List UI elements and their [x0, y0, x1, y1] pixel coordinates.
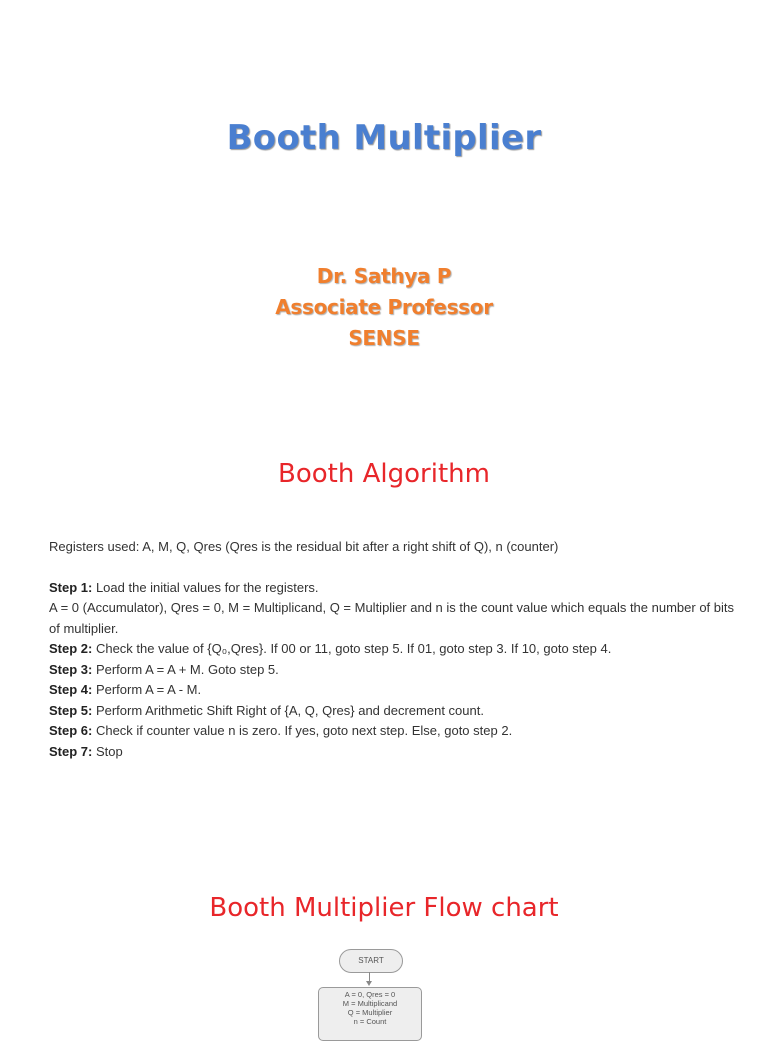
- author-name: Dr. Sathya P: [316, 264, 452, 288]
- step-label: Step 4:: [49, 682, 93, 697]
- step-label: Step 1:: [49, 579, 93, 595]
- step-text: Load the initial values for the registers.: [92, 579, 319, 595]
- author-block: [0, 261, 768, 354]
- algorithm-heading: Booth Algorithm: [278, 459, 490, 489]
- step-text: Perform A = A + M. Goto step 5.: [92, 661, 279, 677]
- page-title: Booth Multiplier: [226, 118, 542, 158]
- step-6: [49, 721, 739, 742]
- init-line: A = 0, Qres = 0: [344, 990, 396, 999]
- step-label: Step 3:: [49, 661, 93, 677]
- step-1: [49, 578, 739, 599]
- step-text: Perform Arithmetic Shift Right of {A, Q, Qres} and decrement count.: [92, 702, 484, 718]
- author-position: Associate Professor: [275, 295, 493, 319]
- step-4: [49, 680, 739, 701]
- step-7: [49, 742, 739, 763]
- init-line: Q = Multiplier: [347, 1008, 393, 1017]
- step-label: Step 5:: [49, 702, 93, 718]
- flowchart-heading: Booth Multiplier Flow chart: [209, 893, 559, 923]
- step-text: Stop: [92, 743, 123, 759]
- author-school: SENSE: [348, 326, 420, 350]
- step-1-detail: [49, 598, 739, 639]
- flowchart: [290, 944, 480, 1024]
- algorithm-body: [49, 537, 739, 762]
- step-3: [49, 660, 739, 681]
- step-label: Step 2:: [49, 641, 93, 656]
- init-line: M = Multiplicand: [342, 999, 398, 1008]
- init-line: n = Count: [353, 1017, 387, 1026]
- step-text: Check the value of {Q₀,Qres}. If 00 or 11, goto step 5. If 01, goto step 3. If 10, goto step 4.: [92, 641, 612, 656]
- step-text: Perform A = A - M.: [92, 682, 202, 697]
- flowchart-start-node: START: [339, 949, 403, 973]
- flowchart-arrowhead: [366, 981, 372, 986]
- step-text: Check if counter value n is zero. If yes, goto next step. Else, goto step 2.: [92, 723, 513, 738]
- step-text: A = 0 (Accumulator), Qres = 0, M = Multiplicand, Q = Multiplier and n is the count value which equals the number of bits of multiplier.: [49, 600, 735, 636]
- step-2: [49, 639, 739, 660]
- step-label: Step 6:: [49, 723, 93, 738]
- flowchart-init-node: [318, 987, 422, 1041]
- registers-line: Registers used: A, M, Q, Qres (Qres is the residual bit after a right shift of Q), n (counter): [49, 539, 559, 554]
- step-label: Step 7:: [49, 743, 93, 759]
- step-5: [49, 701, 739, 722]
